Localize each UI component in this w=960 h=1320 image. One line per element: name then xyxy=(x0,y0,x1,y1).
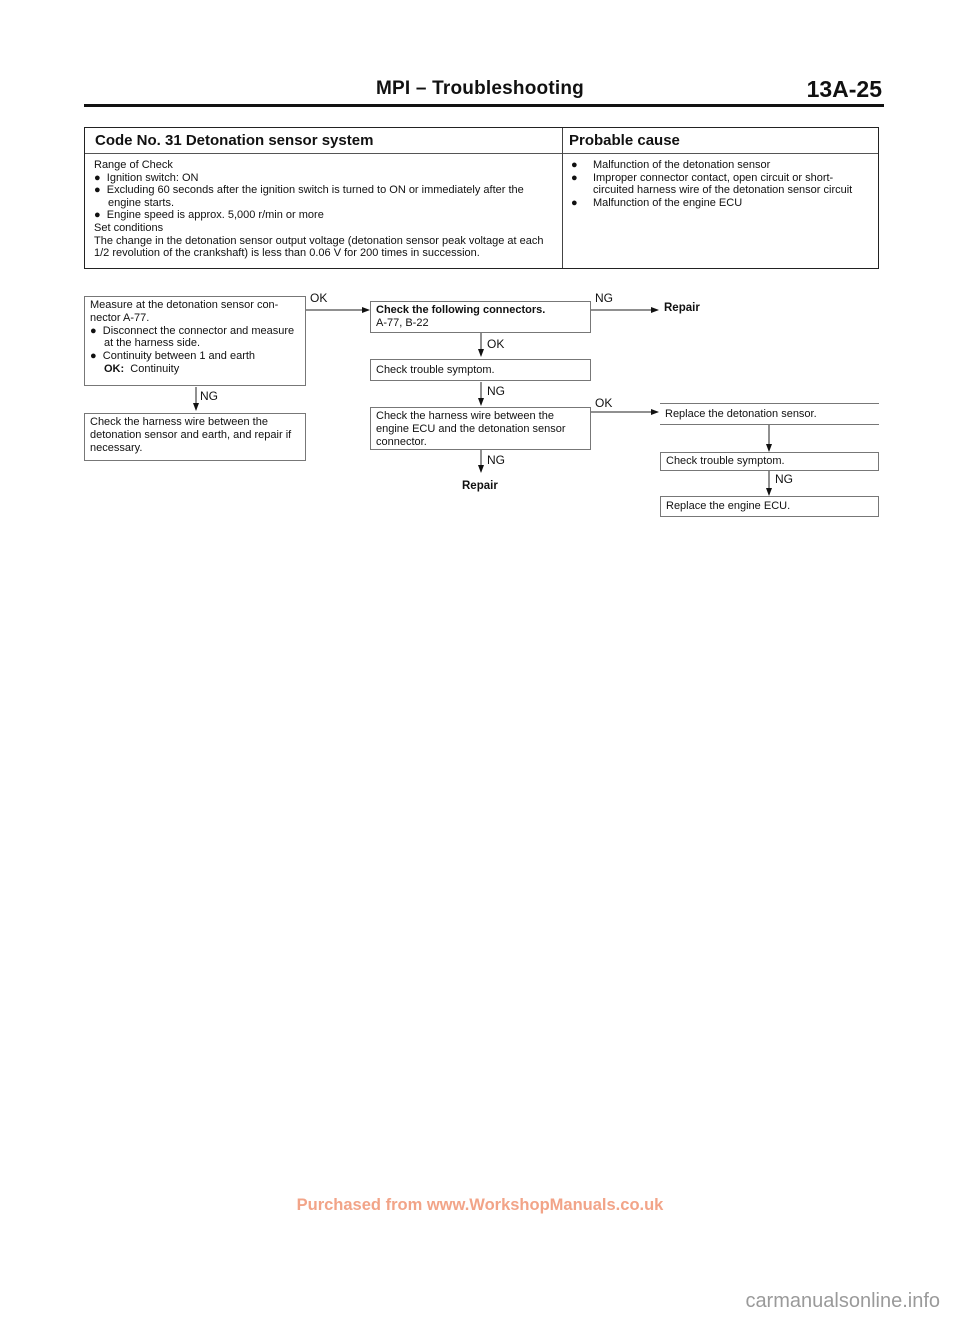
cause-item: ● Malfunction of the detonation sensor xyxy=(571,159,771,171)
purchase-watermark: Purchased from www.WorkshopManuals.co.uk xyxy=(296,1196,664,1214)
code-title: Code No. 31 Detonation sensor system xyxy=(95,132,374,149)
cause-item: ● Malfunction of the engine ECU xyxy=(571,196,743,209)
ng-label: NG xyxy=(487,384,505,398)
range-heading: Range of Check xyxy=(94,159,173,171)
site-watermark: carmanualsonline.info xyxy=(745,1290,940,1312)
set-conditions-text: The change in the detonation sensor output voltage (detonation sensor peak voltage at each 1/2 revolution of the crankshaft) is less than 0.06 V for 200 times in succession. xyxy=(94,234,544,260)
check-connectors-box xyxy=(370,301,591,333)
check-trouble-symptom-2-box: Check trouble symptom. xyxy=(660,452,879,471)
page-title: MPI – Troubleshooting xyxy=(376,78,584,99)
set-conditions-heading: Set conditions xyxy=(94,221,164,234)
ng-label: NG xyxy=(200,389,218,403)
check-trouble-symptom-box: Check trouble symptom. xyxy=(370,359,591,381)
ok-label: OK xyxy=(487,337,505,351)
repair-bottom-label: Repair xyxy=(462,480,498,492)
replace-ecu-box: Replace the engine ECU. xyxy=(660,496,879,517)
check-harness-earth-box: Check the harness wire between the detonation sensor and earth, and repair if necessary. xyxy=(84,413,306,461)
page-number: 13A-25 xyxy=(806,76,882,102)
replace-sensor-box: Replace the detonation sensor. xyxy=(660,403,879,425)
ok-label: OK xyxy=(310,291,328,305)
cause-item: ● Improper connector contact, open circuit or short-circuited harness wire of the detonation sensor circuit xyxy=(571,171,853,197)
range-item: ● Excluding 60 seconds after the ignition switch is turned to ON or immediately after the engine starts. xyxy=(94,184,524,209)
ng-label: NG xyxy=(775,472,793,486)
ng-label: NG xyxy=(595,291,613,305)
range-item: ● Engine speed is approx. 5,000 r/min or more xyxy=(94,209,324,222)
ok-label: OK xyxy=(595,396,613,410)
check-connectors-ids: A-77, B-22 xyxy=(376,316,429,329)
measure-ok-criteria: OK: Continuity xyxy=(104,362,180,375)
measure-bullet: ● Continuity between 1 and earth xyxy=(90,350,256,363)
measure-step-text: Measure at the detonation sensor con-nector A-77. xyxy=(90,299,279,324)
ng-label: NG xyxy=(487,453,505,467)
check-connectors-title: Check the following connectors. xyxy=(376,304,546,316)
repair-right-label: Repair xyxy=(664,302,700,314)
measure-connector-box xyxy=(84,296,306,386)
probable-cause-title: Probable cause xyxy=(569,132,680,149)
check-harness-ecu-box: Check the harness wire between the engine ECU and the detonation sensor connector. xyxy=(370,407,591,450)
measure-bullet: ● Disconnect the connector and measure at the harness side. xyxy=(90,324,295,350)
range-item: ● Ignition switch: ON xyxy=(94,171,199,184)
